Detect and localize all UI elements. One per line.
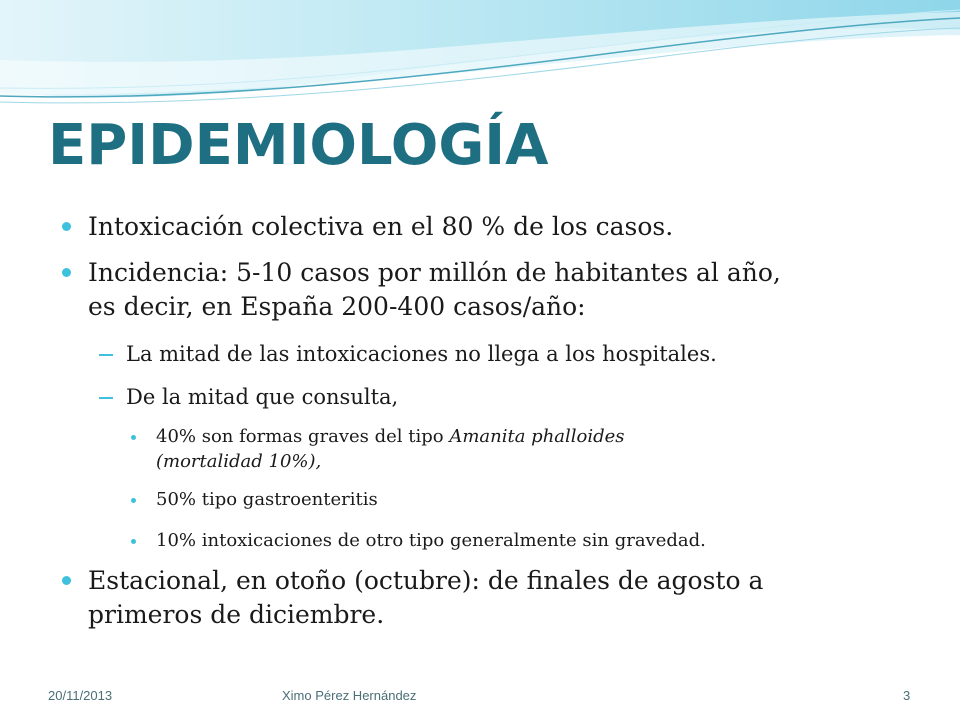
bullet-line: Incidencia: 5-10 casos por millón de habitantes al año, bbox=[88, 258, 781, 287]
bullet-dash-icon bbox=[99, 397, 113, 399]
bullet-dot-icon bbox=[62, 222, 71, 231]
sub-sub-bullet-item: 50% tipo gastroenteritis bbox=[156, 489, 378, 510]
footer-date: 20/11/2013 bbox=[48, 688, 113, 703]
sub-sub-bullet-item: 10% intoxicaciones de otro tipo generalmente sin gravedad. bbox=[156, 530, 706, 551]
sub-sub-bullet-item bbox=[156, 424, 916, 474]
species-name: Amanita phalloides bbox=[449, 426, 625, 447]
footer-page-number: 3 bbox=[903, 688, 911, 703]
bullet-item bbox=[88, 256, 928, 324]
bullet-small-dot-icon bbox=[131, 435, 136, 440]
bullet-item bbox=[88, 564, 928, 632]
slide-title: EPIDEMIOLOGÍA bbox=[48, 113, 549, 178]
bullet-small-dot-icon bbox=[131, 539, 136, 544]
bullet-small-dot-icon bbox=[131, 498, 136, 503]
bullet-line: es decir, en España 200-400 casos/año: bbox=[88, 292, 586, 321]
bullet-dot-icon bbox=[62, 576, 71, 585]
bullet-line: primeros de diciembre. bbox=[88, 600, 385, 629]
sub-bullet-item: De la mitad que consulta, bbox=[126, 385, 399, 409]
bullet-text: 40% son formas graves del tipo bbox=[156, 426, 450, 447]
footer-author: Ximo Pérez Hernández bbox=[282, 688, 417, 703]
bullet-dash-icon bbox=[99, 354, 113, 356]
bullet-dot-icon bbox=[62, 268, 71, 277]
bullet-line: Estacional, en otoño (octubre): de finales de agosto a bbox=[88, 566, 764, 595]
bullet-item: Intoxicación colectiva en el 80 % de los casos. bbox=[88, 212, 674, 241]
bullet-line bbox=[156, 424, 916, 449]
bullet-line: (mortalidad 10%), bbox=[156, 451, 322, 472]
sub-bullet-item: La mitad de las intoxicaciones no llega a los hospitales. bbox=[126, 342, 717, 366]
